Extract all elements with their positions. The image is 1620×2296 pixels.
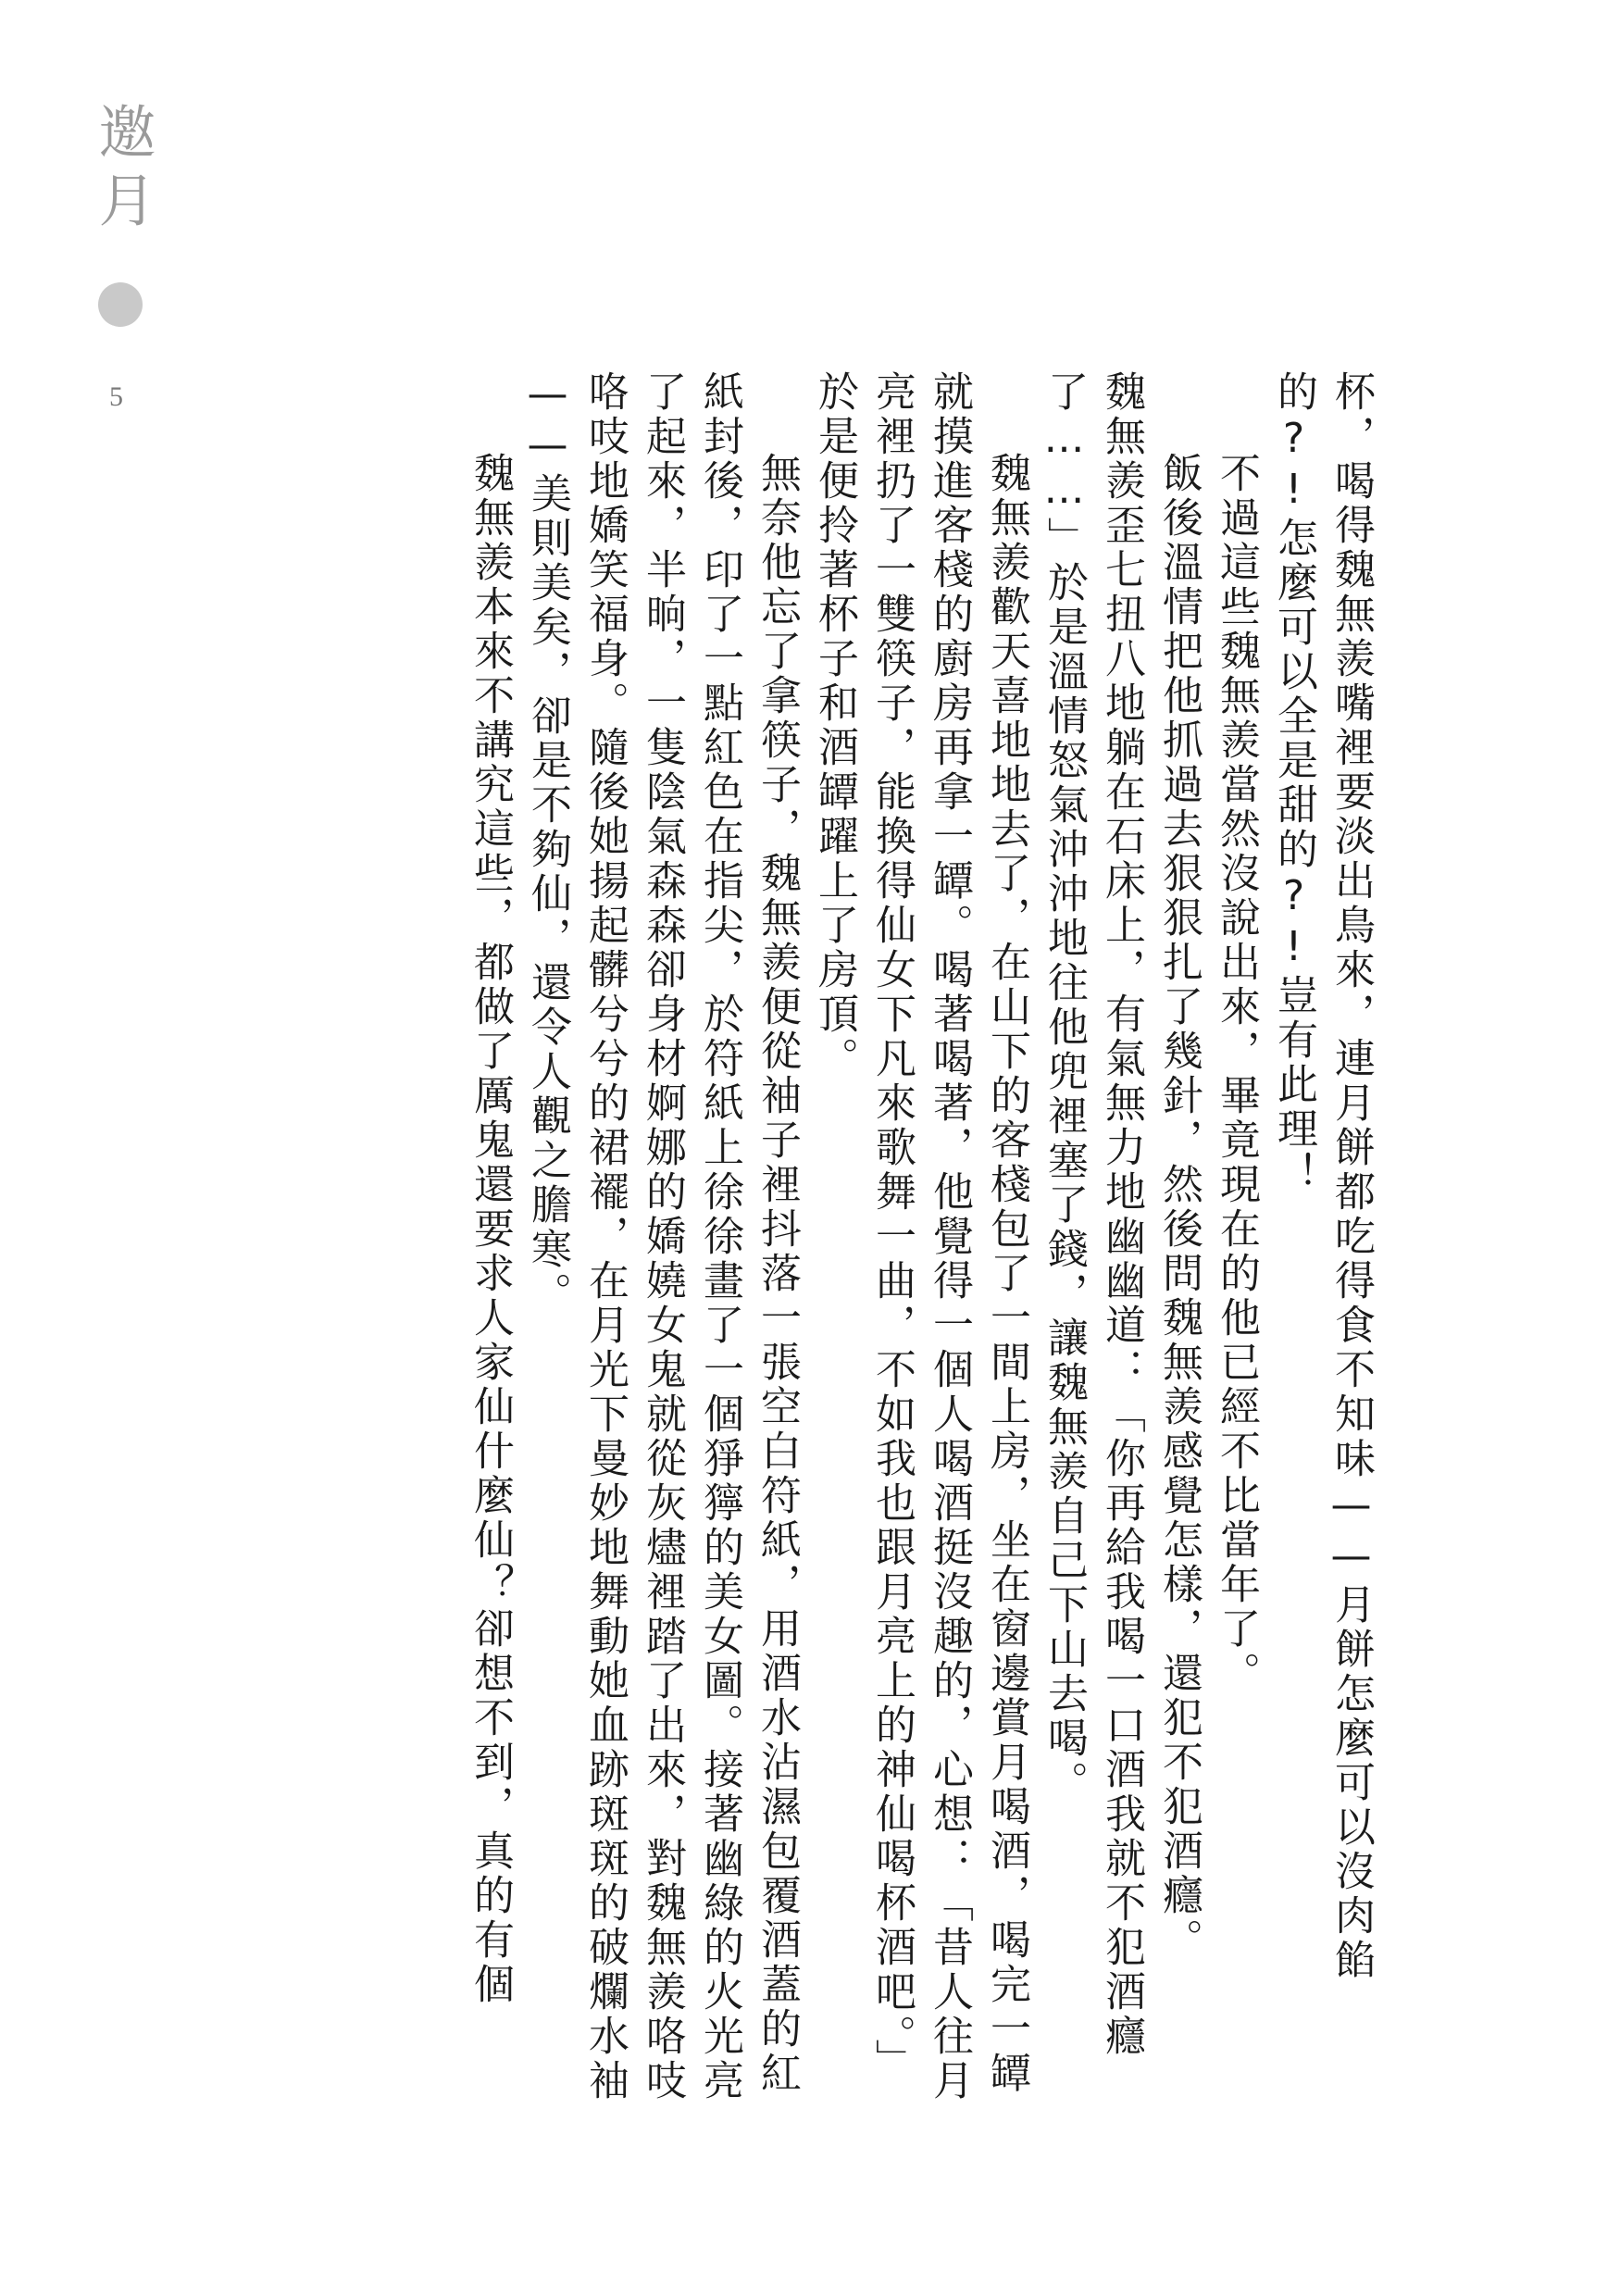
paragraph-4: 魏無羨歪七扭八地躺在石床上，有氣無力地幽幽道：「你再給我喝一口酒我就不犯酒癮了……」於是溫情怒氣沖沖地往他兜裡塞了錢，讓魏無羨自己下山去喝。 bbox=[1041, 370, 1145, 2059]
paragraph-3: 飯後溫情把他抓過去狠狠扎了幾針，然後問魏無羨感覺怎樣，還犯不犯酒癮。 bbox=[1155, 452, 1203, 1963]
body-text bbox=[461, 370, 1379, 2111]
paragraph-1: 杯，喝得魏無羨嘴裡要淡出鳥來，連月餅都吃得食不知味——月餅怎麼可以沒肉餡的?!怎麼可以全是甜的?!豈有此理！ bbox=[1270, 370, 1375, 1983]
paragraph-6: 無奈他忘了拿筷子，魏無羨便從袖子裡抖落一張空白符紙，用酒水沾濕包覆酒蓋的紅紙封後，印了一點紅色在指尖，於符紙上徐徐畫了一個猙獰的美女圖。接著幽綠的火光亮了起來，半晌，一隻陰氣森森卻身材婀娜的嬌嬈女鬼就從灰燼裡踏了出來，對魏無羨咯吱咯吱地嬌笑福身。隨後她揚起髒兮兮的裙襬，在月光下曼妙地舞動她血跡斑斑的破爛水袖——美則美矣，卻是不夠仙，還令人觀之膽寒。 bbox=[524, 370, 801, 2103]
decorative-dot bbox=[98, 282, 143, 327]
book-title: 邀月 bbox=[89, 102, 156, 239]
paragraph-7: 魏無羨本來不講究這些，都做了厲鬼還要求人家仙什麼仙？卻想不到，真的有個 bbox=[467, 452, 514, 2007]
paragraph-2: 不過這些魏無羨當然沒說出來，畢竟現在的他已經不比當年了。 bbox=[1213, 452, 1260, 1696]
page-number: 5 bbox=[109, 381, 123, 412]
paragraph-5: 魏無羨歡天喜地地去了，在山下的客棧包了一間上房，坐在窗邊賞月喝酒，喝完一罈就摸進客棧的廚房再拿一罈。喝著喝著，他覺得一個人喝酒挺沒趣的，心想：「昔人往月亮裡扔了一雙筷子，能換得仙女下凡來歌舞一曲，不如我也跟月亮上的神仙喝杯酒吧。」於是便拎著杯子和酒罈躍上了房頂。 bbox=[811, 370, 1030, 2103]
